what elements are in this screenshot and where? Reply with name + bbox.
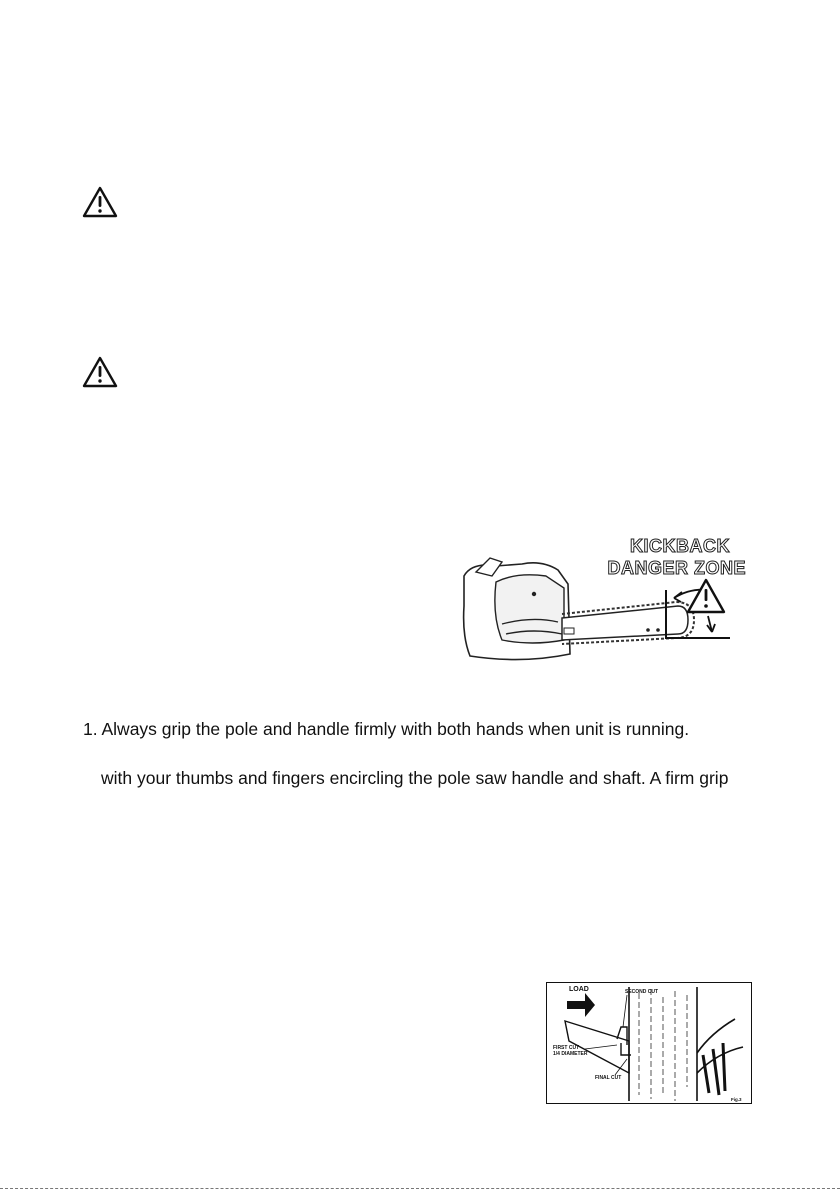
limb-cutting-figure	[546, 982, 752, 1104]
page-bottom-rule	[0, 1188, 840, 1189]
kickback-label: KICKBACK	[630, 536, 730, 556]
limb-cutting-illustration	[547, 983, 752, 1104]
warning-triangle-icon	[82, 356, 118, 388]
danger-zone-label: DANGER ZONE	[607, 558, 746, 578]
final-cut-label: FINAL CUT	[595, 1075, 622, 1081]
kickback-danger-zone-figure	[462, 536, 752, 672]
instruction-line-1: 1. Always grip the pole and handle firmly with both hands when unit is running.	[83, 719, 690, 739]
first-cut-label: FIRST CUT	[553, 1045, 580, 1051]
second-cut-label: SECOND CUT	[625, 989, 659, 995]
warning-triangle-icon	[82, 186, 118, 218]
load-label: LOAD	[569, 986, 589, 993]
diameter-label: 1/4 DIAMETER	[553, 1051, 588, 1057]
instruction-line-2: with your thumbs and fingers encircling the pole saw handle and shaft. A firm grip	[101, 768, 729, 788]
figure-number-label: Fig.3	[731, 1097, 742, 1102]
